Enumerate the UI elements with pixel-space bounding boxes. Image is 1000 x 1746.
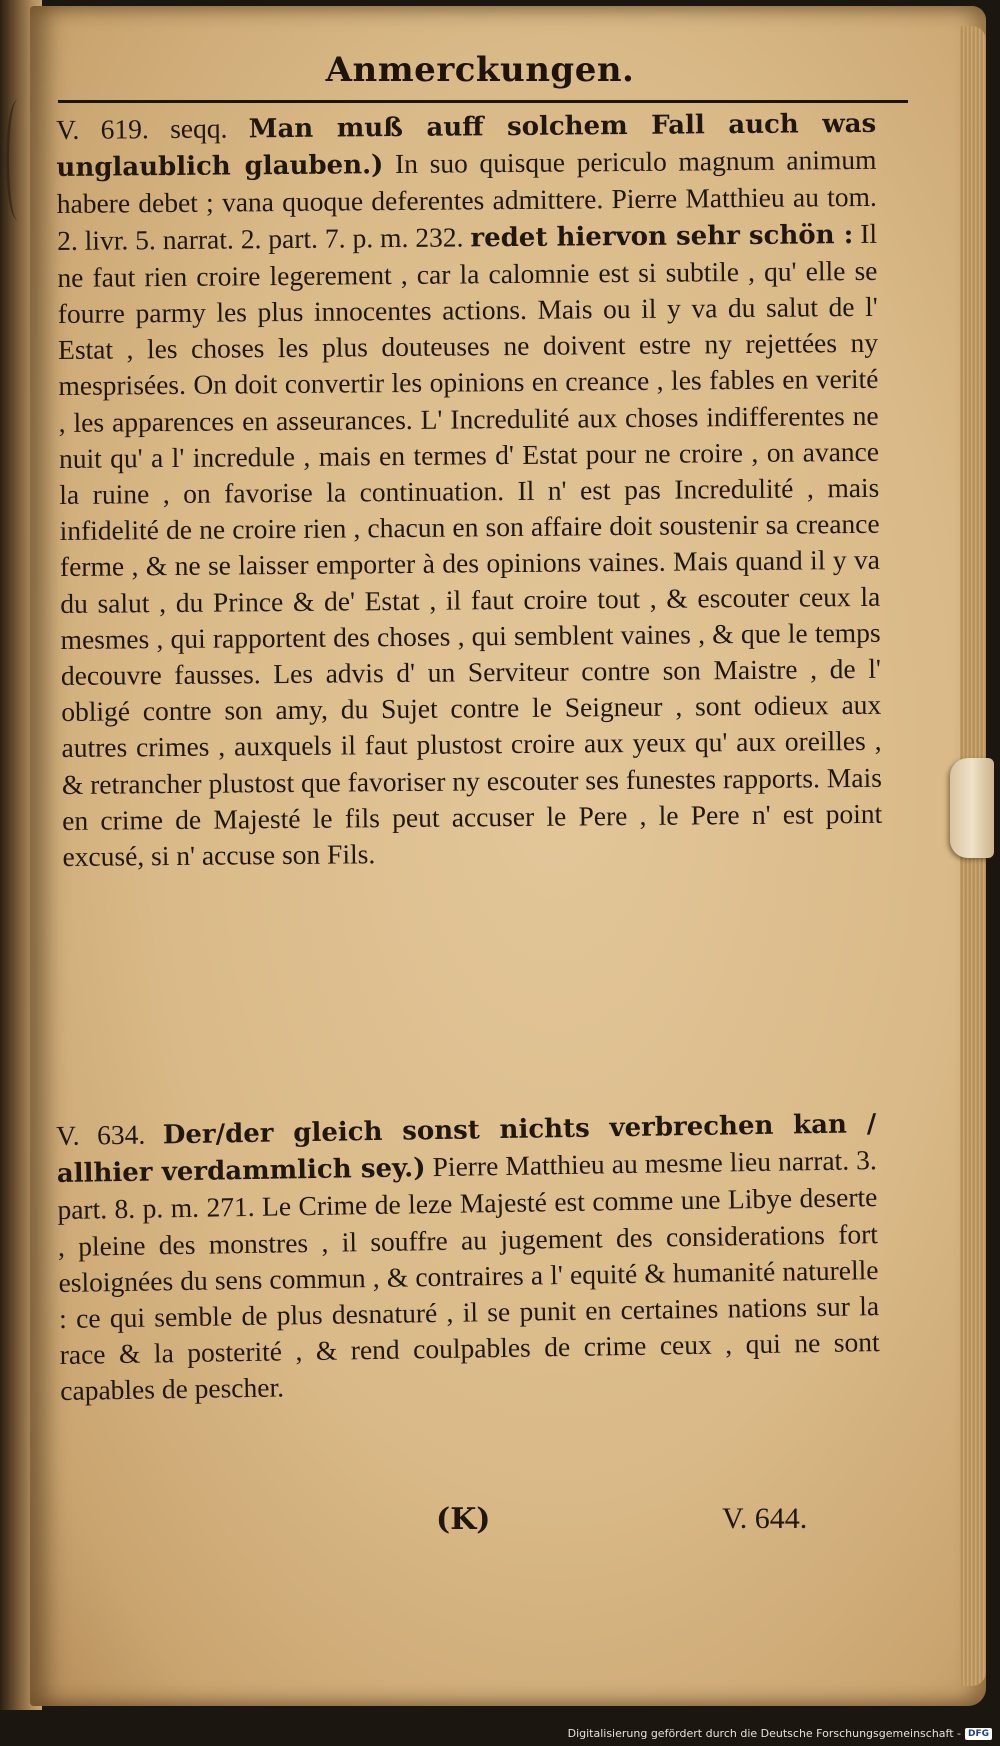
spine-shadow-mark xyxy=(6,100,29,220)
fraktur-lemma-2: redet hiervon sehr schön : xyxy=(470,219,854,253)
note-quotation: Il ne faut rien croire legerement , car la calomnie est si subtile , qu' elle se fourre parmy les plus innocentes actions. Mais ou il y va du salut de l' Estat , les choses les plus douteuses ne doivent estre ny rejettées ny mesprisées. On doit convertir les opinions en creance , les fables en verité , les apparences en asseurances. L' Incredulité aux choses indifferentes ne nuit qu' a l' incredule , mais en termes d' Estat pour ne croire , on avance la ruine , on favorise la continuation. Il n' est pas Incredulité , mais infidelité de ne croire rien , chacun en son affaire doit soustenir sa creance ferme , & ne se laisser emporter à des opinions vaines. Mais quand il y va du salut , du Prince & de' Estat , il faut croire tout , & escouter ceux la mesmes , qui rapportent des choses , qui semblent vaines , & que le temps decouvre fausses. Les advis d' un Serviteur contre son Maistre , de l' obligé contre son amy, du Sujet contre le Seigneur , sont odieux aux autres crimes , auxquels il faut plustost croire aux yeux qu' aux oreilles , & retrancher plustost que favoriser ny escouter ses funestes rapports. Mais en crime de Majesté le fils peut accuser le Pere , le Pere n' est point excusé, si n' accuse son Fils. xyxy=(57,217,883,873)
note-block-v619 xyxy=(56,105,883,875)
page-header xyxy=(50,50,910,90)
page-marker-tab xyxy=(950,758,994,858)
verse-reference: V. 619. seqq. xyxy=(56,112,228,145)
credit-text: Digitalisierung gefördert durch die Deutsche Forschungsgemeinschaft - xyxy=(567,1727,961,1740)
dfg-logo: DFG xyxy=(965,1728,992,1740)
note-text: In suo quisque periculo magnum animum habere debet ; vana quoque deferentes admittere. Pierre Matthieu au tom. 2. livr. 5. narrat. 2. part. 7. p. m. 232. xyxy=(56,144,877,256)
verse-reference: V. 634. xyxy=(56,1118,146,1151)
note-paragraph xyxy=(56,1105,880,1409)
catchword: V. 644. xyxy=(722,1502,808,1535)
signature-mark: (K) xyxy=(436,1502,491,1537)
running-head: Anmerckungen. xyxy=(325,50,635,90)
digitization-credit xyxy=(568,1727,992,1740)
note-paragraph xyxy=(56,105,883,875)
note-text: Pierre Matthieu au mesme lieu narrat. 3. part. 8. p. m. 271. Le Crime de leze Majesté est comme une Libye deserte , pleine des monstres , il souffre au jugement des considerations fort esloignées du sens commun , & contraires a l' equité & humanité naturelle : ce qui semble de plus desnaturé , il se punit en certaines nations sur la race & la posterité , & rend coulpables de crime ceux , qui ne sont capables de pescher. xyxy=(57,1144,880,1407)
note-block-v634 xyxy=(56,1105,880,1409)
fraktur-lemma: Man muß auff solchem Fall auch was unglaublich glauben.) xyxy=(56,108,877,184)
header-rule xyxy=(58,100,908,103)
fraktur-lemma: Der/der gleich sonst nichts verbrechen kan / allhier verdammlich sey.) xyxy=(56,1109,877,1190)
